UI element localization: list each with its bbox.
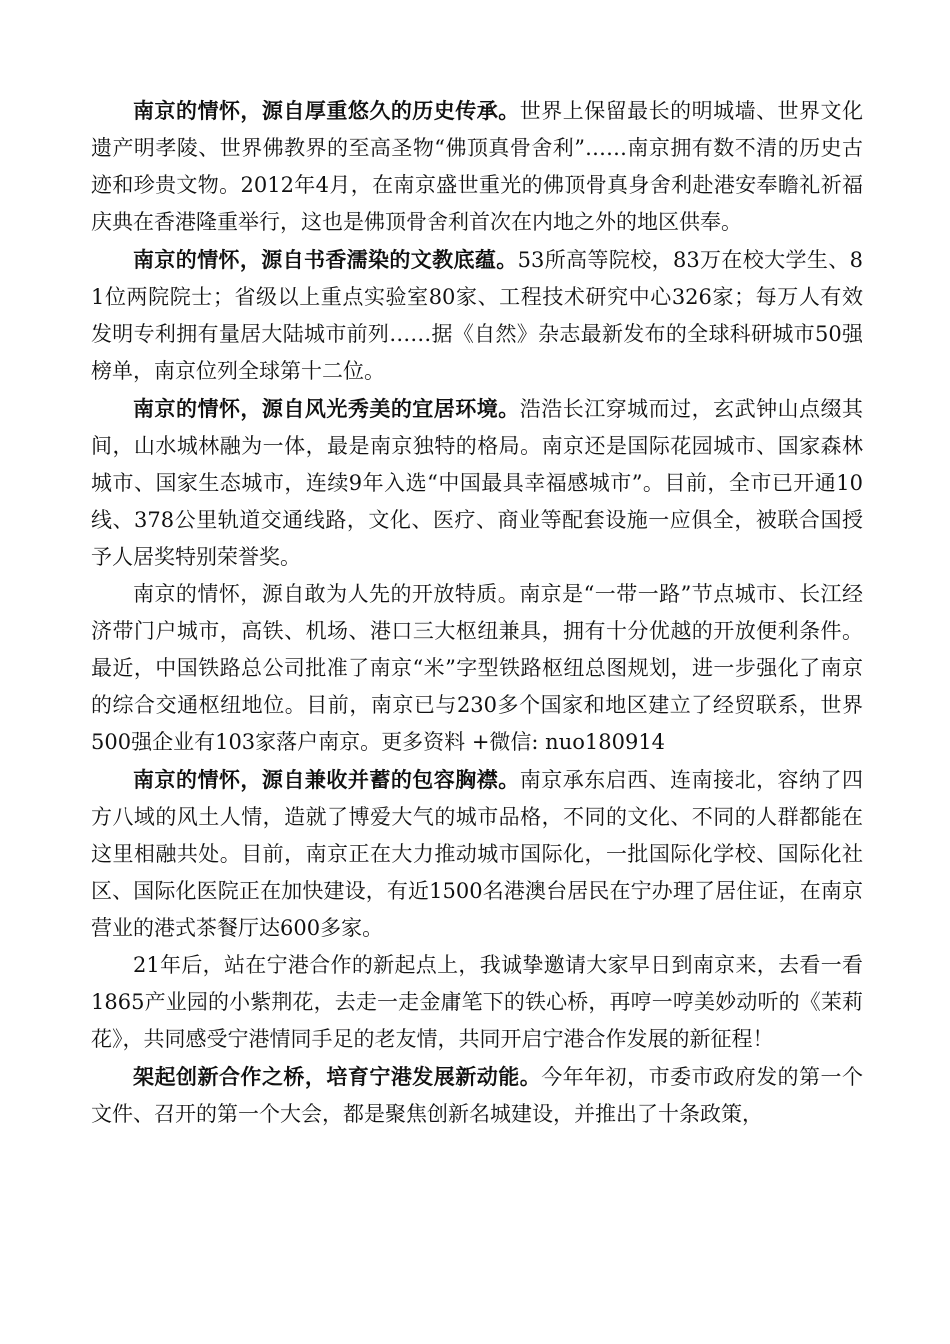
document-body [91, 92, 863, 1133]
paragraph-text: 南京承东启西、连南接北，容纳了四方八域的风土人情，造就了博爱大气的城市品格，不同的文化、不同的人群都能在这里相融共处。目前，南京正在大力推动城市国际化，一批国际化学校、国际化社区、国际化医院正在加快建设，有近1500名港澳台居民在宁办理了居住证，在南京营业的港式茶餐厅达600多家。 [91, 768, 864, 940]
paragraph-history [91, 92, 863, 241]
paragraph-text: 世界上保留最长的明城墙、世界文化遗产明孝陵、世界佛教界的至高圣物“佛顶真骨舍利”……南京拥有数不清的历史古迹和珍贵文物。2012年4月，在南京盛世重光的佛顶骨真身舍利赴港安奉瞻礼祈福庆典在香港隆重举行，这也是佛顶骨舍利首次在内地之外的地区供奉。 [91, 99, 864, 234]
paragraph-environment [91, 390, 863, 576]
paragraph-openness [91, 576, 863, 761]
paragraph-text: 53所高等院校，83万在校大学生、81位两院院士；省级以上重点实验室80家、工程技术研究中心326家；每万人有效发明专利拥有量居大陆城市前列……据《自然》杂志最新发布的全球科研城市50强榜单，南京位列全球第十二位。 [91, 248, 863, 383]
paragraph-lead: 南京的情怀，源自书香濡染的文教底蕴。 [133, 247, 518, 272]
paragraph-education [91, 241, 863, 390]
paragraph-text: 浩浩长江穿城而过，玄武钟山点缀其间，山水城林融为一体，最是南京独特的格局。南京还是国际花园城市、国家森林城市、国家生态城市，连续9年入选“中国最具幸福感城市”。目前，全市已开通10线、378公里轨道交通线路，文化、医疗、商业等配套设施一应俱全，被联合国授予人居奖特别荣誉奖。 [91, 397, 864, 569]
paragraph-lead: 南京的情怀，源自兼收并蓄的包容胸襟。 [133, 767, 520, 792]
paragraph-text: 南京的情怀，源自敢为人先的开放特质。南京是“一带一路”节点城市、长江经济带门户城市，高铁、机场、港口三大枢纽兼具，拥有十分优越的开放便利条件。最近，中国铁路总公司批准了南京“米”字型铁路枢纽总图规划，进一步强化了南京的综合交通枢纽地位。目前，南京已与230多个国家和地区建立了经贸联系，世界500强企业有103家落户南京。更多资料 +微信: nuo180914 [91, 582, 863, 754]
paragraph-lead: 南京的情怀，源自厚重悠久的历史传承。 [133, 98, 520, 123]
paragraph-text: 今年年初，市委市政府发的第一个文件、召开的第一个大会，都是聚焦创新名城建设，并推出了十条政策， [91, 1065, 864, 1126]
paragraph-inclusiveness [91, 761, 863, 947]
paragraph-text: 21年后，站在宁港合作的新起点上，我诚挚邀请大家早日到南京来，去看一看1865产业园的小紫荆花，去走一走金庸笔下的铁心桥，再哼一哼美妙动听的《茉莉花》，共同感受宁港情同手足的老友情，共同开启宁港合作发展的新征程！ [91, 953, 863, 1051]
paragraph-invitation [91, 947, 863, 1058]
paragraph-lead: 南京的情怀，源自风光秀美的宜居环境。 [133, 396, 520, 421]
paragraph-innovation [91, 1058, 863, 1133]
paragraph-lead: 架起创新合作之桥，培育宁港发展新动能。 [133, 1064, 542, 1089]
